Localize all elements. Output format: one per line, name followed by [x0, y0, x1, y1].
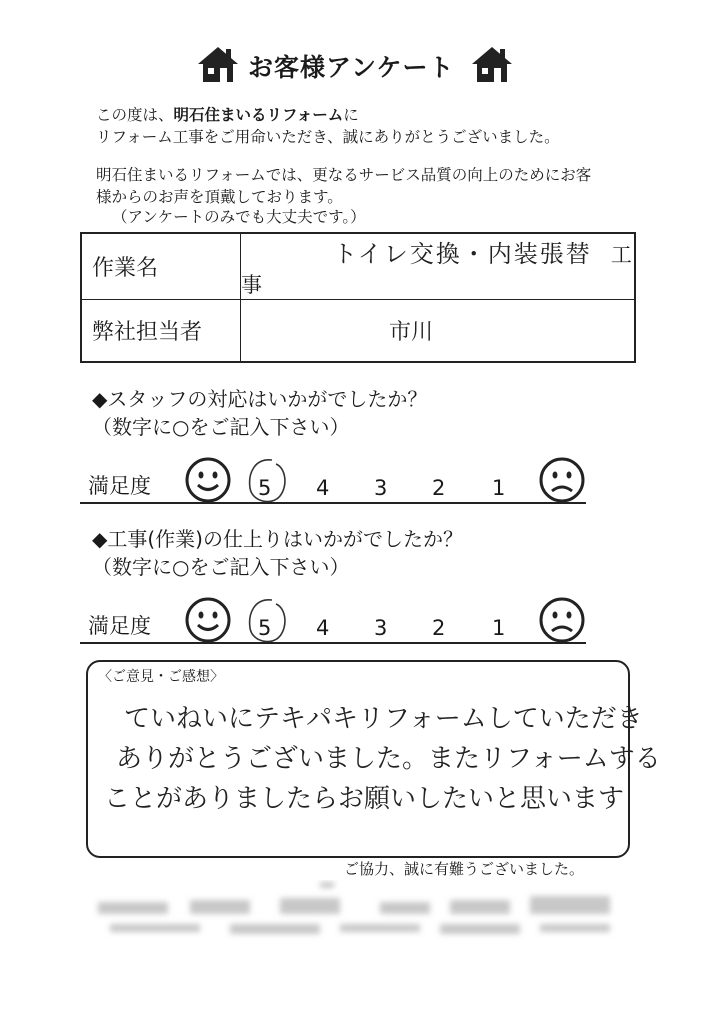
comment-line-2: ありがとうございました。またリフォームする	[116, 744, 661, 774]
house-icon	[196, 44, 240, 84]
page-title: お客様アンケート	[248, 53, 455, 82]
scale-2[interactable]: 2	[432, 476, 446, 500]
rating-row-2	[80, 588, 586, 648]
info-table	[80, 232, 636, 363]
question-1-line-1: ◆スタッフの対応はいかがでしたか？	[92, 387, 428, 411]
work-name-suffix: 工事	[241, 243, 632, 297]
question-2-line-1: ◆工事(作業)の仕上りはいかがでしたか？	[92, 527, 463, 551]
rating-underline	[80, 502, 586, 504]
question-2-line-2: （数字に○をご記入下さい）	[92, 555, 350, 579]
work-name-label: 作業名	[81, 233, 241, 300]
rating-underline	[80, 642, 586, 644]
scale-3[interactable]: 3	[374, 476, 388, 500]
sad-face-icon	[538, 456, 586, 504]
scale-2[interactable]: 2	[432, 616, 446, 640]
satisfaction-label: 満足度	[88, 474, 151, 498]
satisfaction-label: 満足度	[88, 614, 151, 638]
work-name-field	[241, 233, 636, 300]
intro-line-5: （アンケートのみでも大丈夫です。）	[112, 208, 366, 226]
smile-face-icon	[184, 596, 232, 644]
scale-1[interactable]: 1	[492, 476, 506, 500]
title-row	[0, 40, 725, 96]
redacted-footer	[90, 880, 630, 950]
comments-box	[86, 660, 661, 858]
intro-line-4: 様からのお声を頂戴しております。	[96, 188, 343, 206]
scale-1[interactable]: 1	[492, 616, 506, 640]
work-name-handwritten: トイレ交換・内装張替	[333, 240, 592, 268]
intro-line-2: リフォーム工事をご用命いただき、誠にありがとうございました。	[96, 128, 560, 146]
comment-line-3: ことがありましたらお願いしたいと思います	[104, 784, 625, 814]
rating-row-1	[80, 448, 586, 508]
scale-3[interactable]: 3	[374, 616, 388, 640]
question-1-line-2: （数字に○をご記入下さい）	[92, 415, 350, 439]
smile-face-icon	[184, 456, 232, 504]
staff-field	[241, 300, 636, 362]
scale-4[interactable]: 4	[316, 476, 330, 500]
intro-line-1: この度は、明石住まいるリフォームに	[96, 106, 359, 124]
staff-label: 弊社担当者	[81, 300, 241, 362]
comments-label: 〈ご意見・ご感想〉	[98, 669, 224, 685]
intro-line-3: 明石住まいるリフォームでは、更なるサービス品質の向上のためにお客	[96, 166, 592, 184]
staff-handwritten: 市川	[389, 319, 434, 345]
scale-5[interactable]: 5	[258, 616, 272, 640]
house-icon	[470, 44, 514, 84]
sad-face-icon	[538, 596, 586, 644]
company-name: 明石住まいるリフォーム	[173, 106, 344, 124]
scale-5[interactable]: 5	[258, 476, 272, 500]
comment-line-1: ていねいにテキパキリフォームしていただき	[124, 704, 643, 734]
closing-thanks: ご協力、誠に有難うございました。	[344, 860, 585, 878]
scale-4[interactable]: 4	[316, 616, 330, 640]
